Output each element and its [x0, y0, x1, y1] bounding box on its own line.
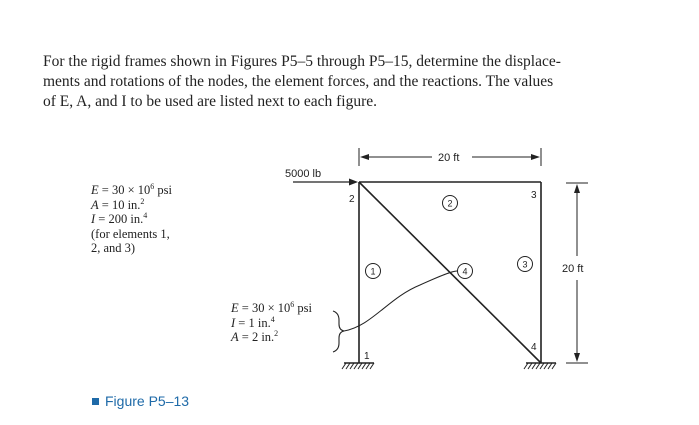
caption-square-icon	[92, 398, 99, 405]
problem-line-3: of E, A, and I to be used are listed next to each figure.	[43, 93, 377, 110]
ground-hatch-icon	[342, 363, 374, 369]
dim-arrowhead-icon	[531, 154, 540, 160]
load-arrowhead-icon	[349, 179, 358, 186]
area-a: A = 2 in.$^2$	[231, 329, 279, 344]
problem-line-1: For the rigid frames shown in Figures P5–5 through P5–15, determine the displace-	[43, 53, 561, 70]
modulus-e: $E = 30 \times 10^6$ psi	[231, 300, 312, 315]
width-dimension-label: 20 ft	[438, 152, 460, 164]
node-label-2: 2	[349, 194, 355, 205]
element-number: 3	[522, 259, 528, 270]
note-line-2: 2, and 3)	[91, 241, 136, 255]
load-label: 5000 lb	[285, 168, 322, 180]
modulus-e: $E = 30 \times 10^6$ psi	[91, 182, 172, 197]
height-dimension-label: 20 ft	[562, 263, 584, 275]
brace-icon	[333, 311, 344, 352]
element-number: 1	[370, 266, 376, 277]
element-label-3	[518, 257, 533, 272]
figure-caption-text: Figure P5–13	[105, 393, 190, 409]
dim-arrowhead-icon	[360, 154, 369, 160]
element-label-2	[443, 196, 458, 211]
dim-arrowhead-icon	[574, 184, 580, 193]
figure-caption	[92, 393, 189, 409]
dim-arrowhead-icon	[574, 353, 580, 362]
problem-line-2: ments and rotations of the nodes, the element forces, and the reactions. The values	[43, 73, 554, 90]
ground-hatch-icon	[524, 363, 556, 369]
note-line-1: (for elements 1,	[91, 226, 170, 241]
element-number: 2	[447, 198, 453, 209]
element-label-4	[458, 264, 473, 279]
area-a: A = 10 in.$^2$	[91, 196, 145, 212]
inertia-i: I = 200 in.$^4$	[91, 211, 148, 226]
node-label-1: 1	[364, 351, 370, 362]
element-number: 4	[462, 266, 468, 277]
node-label-3: 3	[531, 190, 537, 201]
element-label-1	[366, 264, 381, 279]
node-label-4: 4	[531, 342, 537, 353]
leader-line	[344, 271, 457, 331]
inertia-i: I = 1 in.$^4$	[231, 314, 275, 330]
